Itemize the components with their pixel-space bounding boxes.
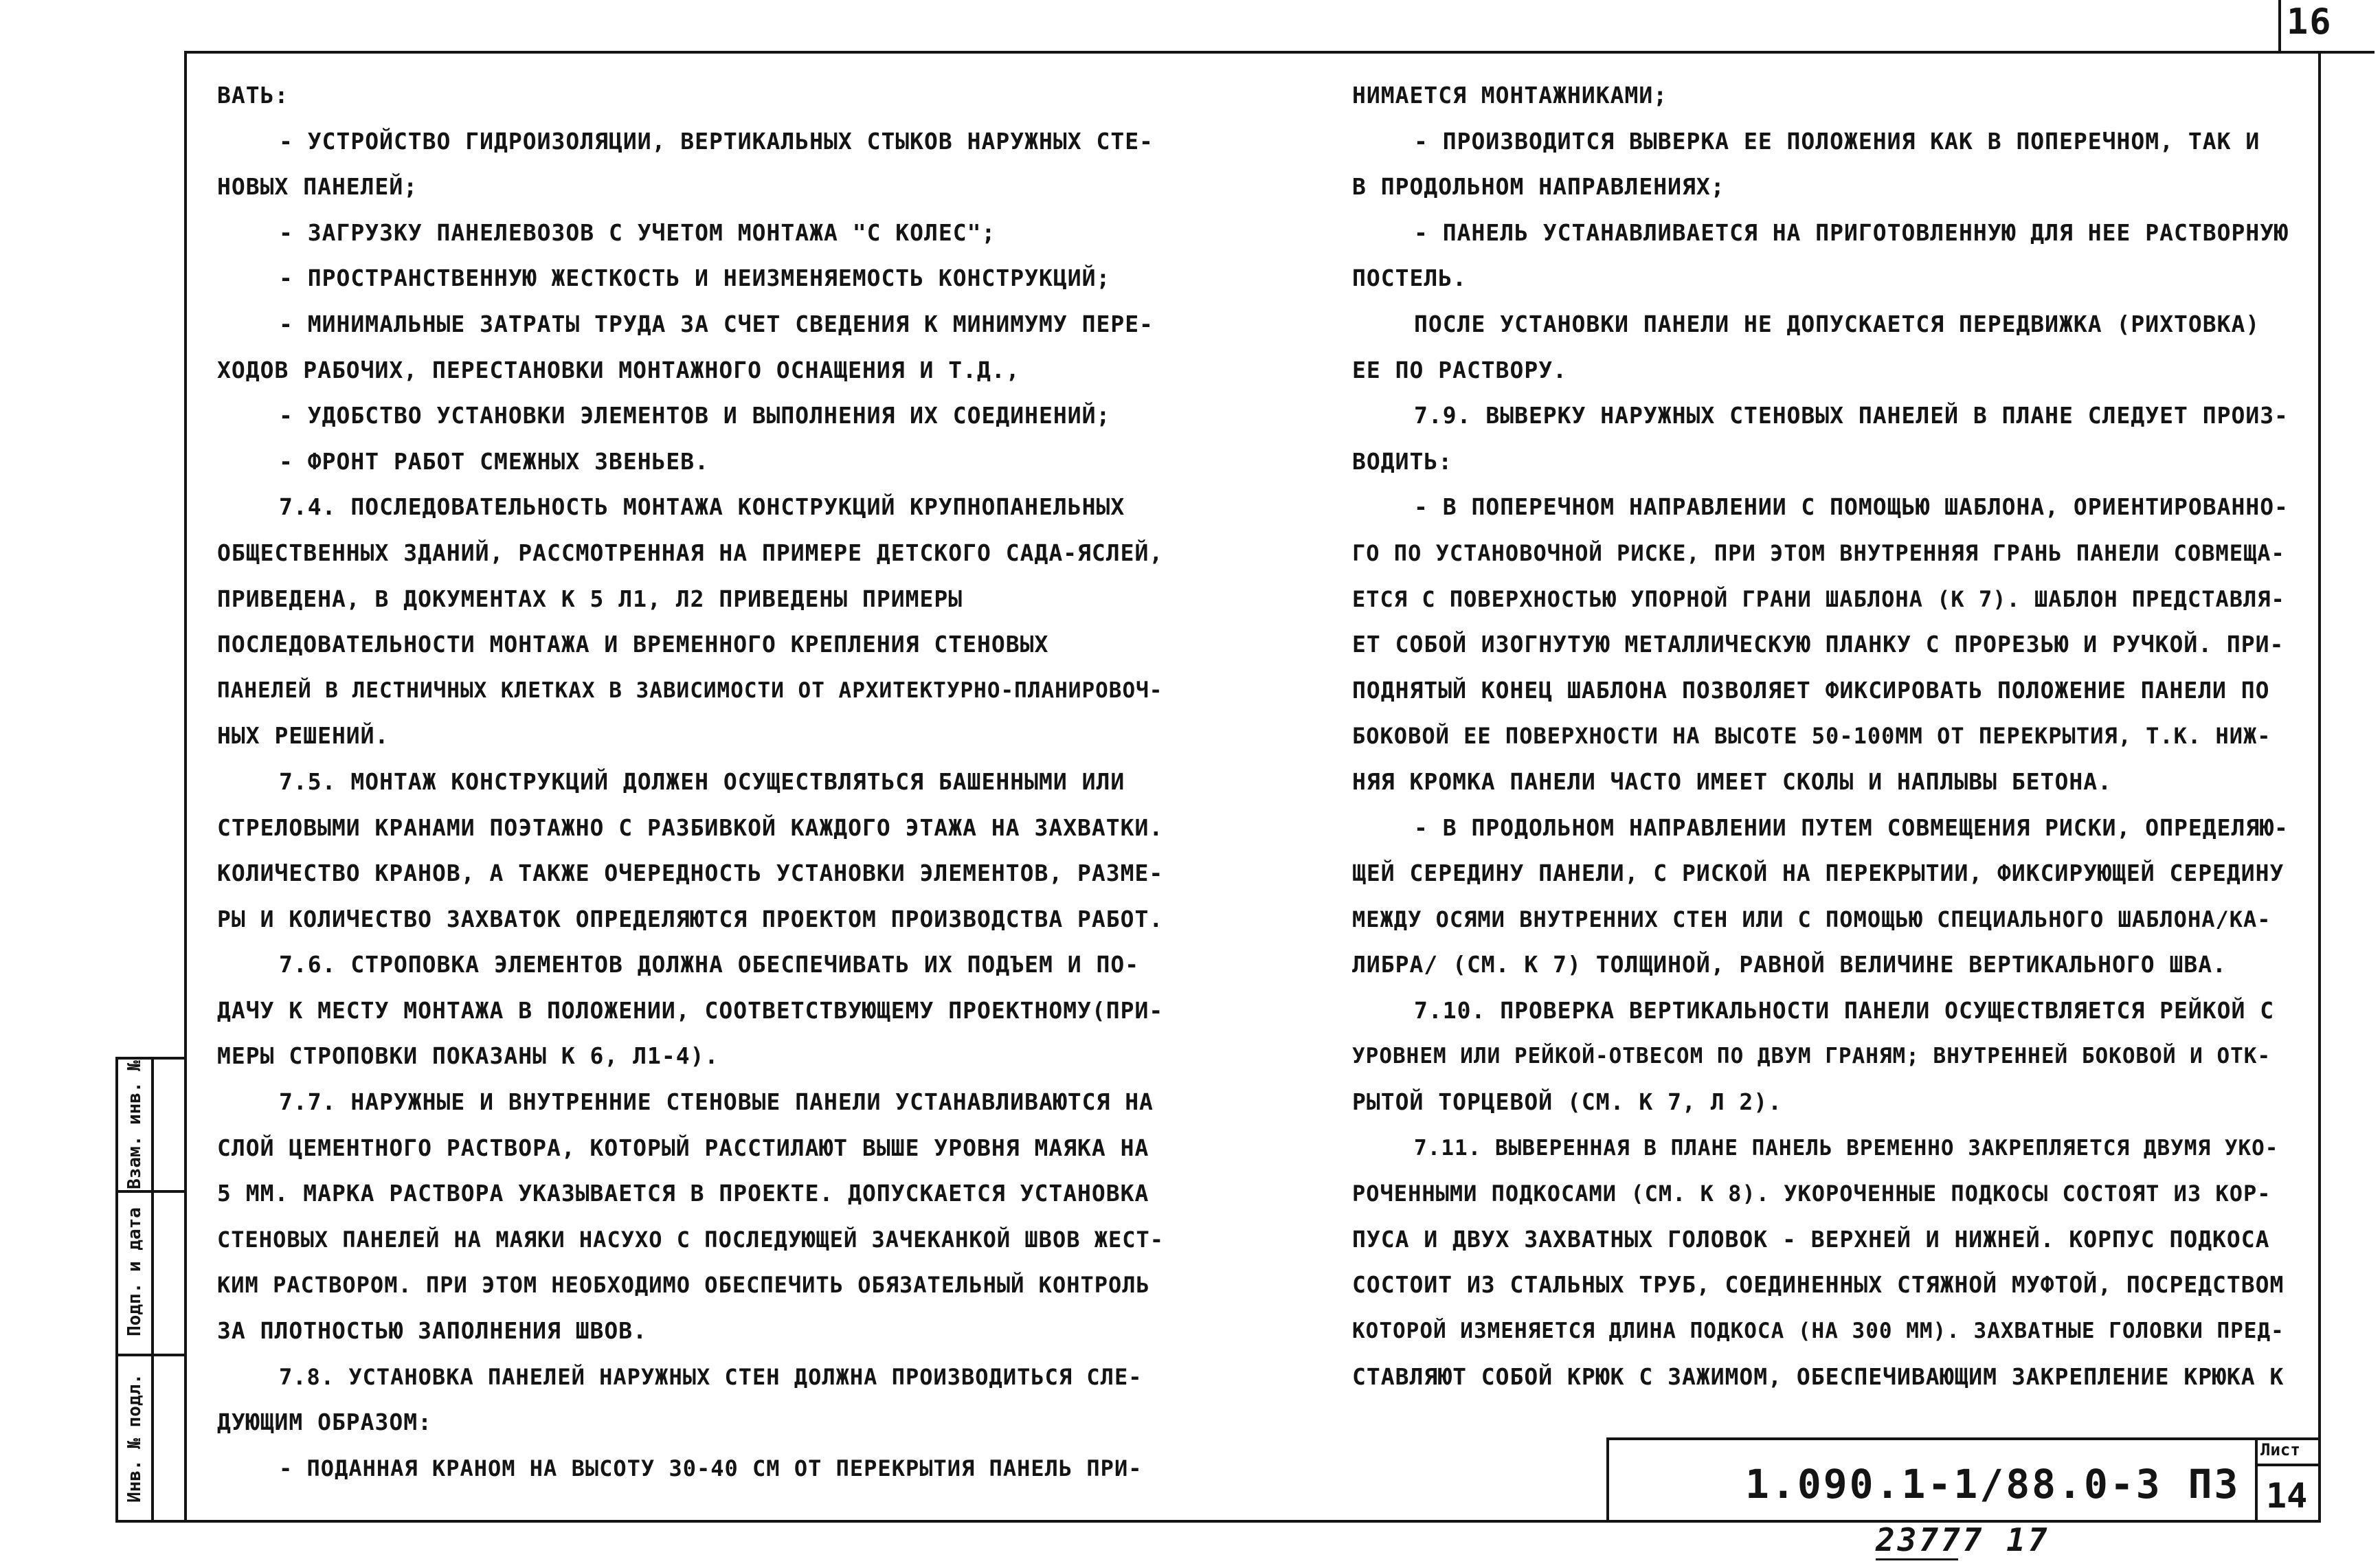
text-line: ПОСТЕЛЬ.	[1352, 265, 1467, 292]
side-stamp-sign-date-cell	[118, 1193, 151, 1351]
text-line: ДУЮЩИМ ОБРАЗОМ:	[217, 1409, 433, 1436]
text-line: - В ПРОДОЛЬНОМ НАПРАВЛЕНИИ ПУТЕМ СОВМЕЩЕНИЯ РИСКИ, ОПРЕДЕЛЯЮ-	[1414, 814, 2289, 841]
text-line: 7.5. МОНТАЖ КОНСТРУКЦИЙ ДОЛЖЕН ОСУЩЕСТВЛЯТЬСЯ БАШЕННЫМИ ИЛИ	[279, 768, 1125, 795]
text-line: ПУСА И ДВУХ ЗАХВАТНЫХ ГОЛОВОК - ВЕРХНЕЙ И НИЖНЕЙ. КОРПУС ПОДКОСА	[1352, 1225, 2270, 1253]
text-line: НОВЫХ ПАНЕЛЕЙ;	[217, 173, 418, 201]
text-line: ПОСЛЕДОВАТЕЛЬНОСТИ МОНТАЖА И ВРЕМЕННОГО КРЕПЛЕНИЯ СТЕНОВЫХ	[217, 631, 1049, 658]
text-line: ПАНЕЛЕЙ В ЛЕСТНИЧНЫХ КЛЕТКАХ В ЗАВИСИМОСТИ ОТ АРХИТЕКТУРНО-ПЛАНИРОВОЧ-	[217, 677, 1163, 703]
side-stamp	[115, 1057, 187, 1523]
text-line: 7.10. ПРОВЕРКА ВЕРТИКАЛЬНОСТИ ПАНЕЛИ ОСУЩЕСТВЛЯЕТСЯ РЕЙКОЙ С	[1414, 996, 2275, 1024]
inventory-number: 23777 17	[1876, 1521, 2050, 1558]
inventory-underline	[1876, 1558, 1958, 1560]
text-line: 7.8. УСТАНОВКА ПАНЕЛЕЙ НАРУЖНЫХ СТЕН ДОЛЖНА ПРОИЗВОДИТЬСЯ СЛЕ-	[279, 1363, 1143, 1390]
text-line: ДАЧУ К МЕСТУ МОНТАЖА В ПОЛОЖЕНИИ, СООТВЕТСТВУЮЩЕМУ ПРОЕКТНОМУ(ПРИ-	[217, 996, 1164, 1024]
text-line: МЕЖДУ ОСЯМИ ВНУТРЕННИХ СТЕН ИЛИ С ПОМОЩЬЮ СПЕЦИАЛЬНОГО ШАБЛОНА/КА-	[1352, 906, 2271, 932]
sheet-box-divider	[2255, 1464, 2321, 1466]
text-line: - ЗАГРУЗКУ ПАНЕЛЕВОЗОВ С УЧЕТОМ МОНТАЖА "С КОЛЕС";	[279, 219, 996, 246]
text-line: ПРИВЕДЕНА, В ДОКУМЕНТАХ К 5 Л1, Л2 ПРИВЕДЕНЫ ПРИМЕРЫ	[217, 585, 963, 612]
right-text-column	[1352, 73, 2290, 1400]
text-line: БОКОВОЙ ЕЕ ПОВЕРХНОСТИ НА ВЫСОТЕ 50-100ММ ОТ ПЕРЕКРЫТИЯ, Т.К. НИЖ-	[1352, 723, 2271, 750]
text-line: КИМ РАСТВОРОМ. ПРИ ЭТОМ НЕОБХОДИМО ОБЕСПЕЧИТЬ ОБЯЗАТЕЛЬНЫЙ КОНТРОЛЬ	[217, 1272, 1150, 1299]
text-line: - ПОДАННАЯ КРАНОМ НА ВЫСОТУ 30-40 СМ ОТ ПЕРЕКРЫТИЯ ПАНЕЛЬ ПРИ-	[279, 1455, 1143, 1481]
left-text-column	[217, 73, 1165, 1491]
text-line: ЕТСЯ С ПОВЕРХНОСТЬЮ УПОРНОЙ ГРАНИ ШАБЛОНА (К 7). ШАБЛОН ПРЕДСТАВЛЯ-	[1352, 585, 2285, 612]
text-line: КОЛИЧЕСТВО КРАНОВ, А ТАКЖЕ ОЧЕРЕДНОСТЬ УСТАНОВКИ ЭЛЕМЕНТОВ, РАЗМЕ-	[217, 860, 1164, 887]
text-line: РОЧЕННЫМИ ПОДКОСАМИ (СМ. К 8). УКОРОЧЕННЫЕ ПОДКОСЫ СОСТОЯТ ИЗ КОР-	[1352, 1180, 2271, 1207]
text-line: ЛИБРА/ (СМ. К 7) ТОЛЩИНОЙ, РАВНОЙ ВЕЛИЧИНЕ ВЕРТИКАЛЬНОГО ШВА.	[1352, 951, 2227, 978]
text-line: 7.7. НАРУЖНЫЕ И ВНУТРЕННИЕ СТЕНОВЫЕ ПАНЕЛИ УСТАНАВЛИВАЮТСЯ НА	[279, 1088, 1154, 1116]
text-line: - ПРОИЗВОДИТСЯ ВЫВЕРКА ЕЕ ПОЛОЖЕНИЯ КАК В ПОПЕРЕЧНОМ, ТАК И	[1414, 127, 2260, 155]
text-line: - УДОБСТВО УСТАНОВКИ ЭЛЕМЕНТОВ И ВЫПОЛНЕНИЯ ИХ СОЕДИНЕНИЙ;	[279, 402, 1111, 429]
text-line: СЛОЙ ЦЕМЕНТНОГО РАСТВОРА, КОТОРЫЙ РАССТИЛАЮТ ВЫШЕ УРОВНЯ МАЯКА НА	[217, 1134, 1149, 1161]
text-line: РЫ И КОЛИЧЕСТВО ЗАХВАТОК ОПРЕДЕЛЯЮТСЯ ПРОЕКТОМ ПРОИЗВОДСТВА РАБОТ.	[217, 905, 1164, 932]
text-line: В ПРОДОЛЬНОМ НАПРАВЛЕНИЯХ;	[1352, 173, 1725, 201]
sheet-label: Лист	[2260, 1440, 2300, 1459]
text-line: 7.6. СТРОПОВКА ЭЛЕМЕНТОВ ДОЛЖНА ОБЕСПЕЧИВАТЬ ИХ ПОДЪЕМ И ПО-	[279, 951, 1140, 978]
text-line: - ПРОСТРАНСТВЕННУЮ ЖЕСТКОСТЬ И НЕИЗМЕНЯЕМОСТЬ КОНСТРУКЦИЙ;	[279, 265, 1111, 292]
text-line: - МИНИМАЛЬНЫЕ ЗАТРАТЫ ТРУДА ЗА СЧЕТ СВЕДЕНИЯ К МИНИМУМУ ПЕРЕ-	[279, 310, 1154, 337]
page-number: 16	[2287, 1, 2333, 43]
side-stamp-inv-no: Инв. № подл.	[124, 1374, 145, 1503]
text-line: - ФРОНТ РАБОТ СМЕЖНЫХ ЗВЕНЬЕВ.	[279, 447, 710, 475]
side-stamp-replace-inv-cell	[118, 1060, 151, 1190]
text-line: ЕТ СОБОЙ ИЗОГНУТУЮ МЕТАЛЛИЧЕСКУЮ ПЛАНКУ С ПРОРЕЗЬЮ И РУЧКОЙ. ПРИ-	[1352, 631, 2284, 658]
text-line: 7.4. ПОСЛЕДОВАТЕЛЬНОСТЬ МОНТАЖА КОНСТРУКЦИЙ КРУПНОПАНЕЛЬНЫХ	[279, 493, 1125, 521]
document-code: 1.090.1-1/88.0-3 ПЗ	[1745, 1461, 2241, 1508]
text-line: УРОВНЕМ ИЛИ РЕЙКОЙ-ОТВЕСОМ ПО ДВУМ ГРАНЯМ; ВНУТРЕННЕЙ БОКОВОЙ И ОТК-	[1352, 1044, 2271, 1069]
text-line: ЩЕЙ СЕРЕДИНУ ПАНЕЛИ, С РИСКОЙ НА ПЕРЕКРЫТИИ, ФИКСИРУЮЩЕЙ СЕРЕДИНУ	[1352, 860, 2284, 887]
side-stamp-inv-no-cell	[118, 1356, 151, 1520]
text-line: 7.9. ВЫВЕРКУ НАРУЖНЫХ СТЕНОВЫХ ПАНЕЛЕЙ В ПЛАНЕ СЛЕДУЕТ ПРОИЗ-	[1414, 402, 2289, 429]
text-line: СТРЕЛОВЫМИ КРАНАМИ ПОЭТАЖНО С РАЗБИВКОЙ КАЖДОГО ЭТАЖА НА ЗАХВАТКИ.	[217, 814, 1164, 841]
text-line: ПОДНЯТЫЙ КОНЕЦ ШАБЛОНА ПОЗВОЛЯЕТ ФИКСИРОВАТЬ ПОЛОЖЕНИЕ ПАНЕЛИ ПО	[1352, 676, 2270, 704]
text-line: КОТОРОЙ ИЗМЕНЯЕТСЯ ДЛИНА ПОДКОСА (НА 300 ММ). ЗАХВАТНЫЕ ГОЛОВКИ ПРЕД-	[1352, 1319, 2284, 1344]
page-number-underline	[2278, 51, 2375, 54]
text-line: НИМАЕТСЯ МОНТАЖНИКАМИ;	[1352, 82, 1668, 109]
text-line: ПОСЛЕ УСТАНОВКИ ПАНЕЛИ НЕ ДОПУСКАЕТСЯ ПЕРЕДВИЖКА (РИХТОВКА)	[1414, 310, 2260, 337]
text-line: ЕЕ ПО РАСТВОРУ.	[1352, 356, 1568, 383]
text-line: - УСТРОЙСТВО ГИДРОИЗОЛЯЦИИ, ВЕРТИКАЛЬНЫХ СТЫКОВ НАРУЖНЫХ СТЕ-	[279, 127, 1154, 155]
page-number-divider	[2278, 0, 2281, 51]
text-line: ЗА ПЛОТНОСТЬЮ ЗАПОЛНЕНИЯ ШВОВ.	[217, 1317, 648, 1345]
text-line: ХОДОВ РАБОЧИХ, ПЕРЕСТАНОВКИ МОНТАЖНОГО ОСНАЩЕНИЯ И Т.Д.,	[217, 356, 1020, 383]
side-stamp-sign-date: Подп. и дата	[124, 1207, 145, 1336]
text-line: СТЕНОВЫХ ПАНЕЛЕЙ НА МАЯКИ НАСУХО С ПОСЛЕДУЮЩЕЙ ЗАЧЕКАНКОЙ ШВОВ ЖЕСТ-	[217, 1226, 1165, 1253]
text-line: НЯЯ КРОМКА ПАНЕЛИ ЧАСТО ИМЕЕТ СКОЛЫ И НАПЛЫВЫ БЕТОНА.	[1352, 768, 2112, 795]
text-line: СОСТОИТ ИЗ СТАЛЬНЫХ ТРУБ, СОЕДИНЕННЫХ СТЯЖНОЙ МУФТОЙ, ПОСРЕДСТВОМ	[1352, 1271, 2284, 1299]
text-line: ВОДИТЬ:	[1352, 447, 1453, 475]
text-line: ОБЩЕСТВЕННЫХ ЗДАНИЙ, РАССМОТРЕННАЯ НА ПРИМЕРЕ ДЕТСКОГО САДА-ЯСЛЕЙ,	[217, 539, 1164, 566]
sheet-number: 14	[2266, 1476, 2308, 1516]
text-line: МЕРЫ СТРОПОВКИ ПОКАЗАНЫ К 6, Л1-4).	[217, 1042, 719, 1070]
text-line: 7.11. ВЫВЕРЕННАЯ В ПЛАНЕ ПАНЕЛЬ ВРЕМЕННО ЗАКРЕПЛЯЕТСЯ ДВУМЯ УКО-	[1414, 1135, 2279, 1161]
text-line: 5 ММ. МАРКА РАСТВОРА УКАЗЫВАЕТСЯ В ПРОЕКТЕ. ДОПУСКАЕТСЯ УСТАНОВКА	[217, 1180, 1149, 1207]
side-stamp-divider	[151, 1060, 154, 1520]
text-line: ГО ПО УСТАНОВОЧНОЙ РИСКЕ, ПРИ ЭТОМ ВНУТРЕННЯЯ ГРАНЬ ПАНЕЛИ СОВМЕЩА-	[1352, 539, 2285, 566]
text-line: ВАТЬ:	[217, 82, 289, 109]
side-stamp-replace-inv: Взам. инв. №	[124, 1060, 145, 1189]
text-line: НЫХ РЕШЕНИЙ.	[217, 722, 390, 750]
text-line: РЫТОЙ ТОРЦЕВОЙ (СМ. К 7, Л 2).	[1352, 1088, 1783, 1116]
text-line: - ПАНЕЛЬ УСТАНАВЛИВАЕТСЯ НА ПРИГОТОВЛЕННУЮ ДЛЯ НЕЕ РАСТВОРНУЮ	[1414, 219, 2289, 246]
text-line: СТАВЛЯЮТ СОБОЙ КРЮК С ЗАЖИМОМ, ОБЕСПЕЧИВАЮЩИМ ЗАКРЕПЛЕНИЕ КРЮКА К	[1352, 1363, 2284, 1390]
text-line: - В ПОПЕРЕЧНОМ НАПРАВЛЕНИИ С ПОМОЩЬЮ ШАБЛОНА, ОРИЕНТИРОВАННО-	[1414, 493, 2289, 521]
